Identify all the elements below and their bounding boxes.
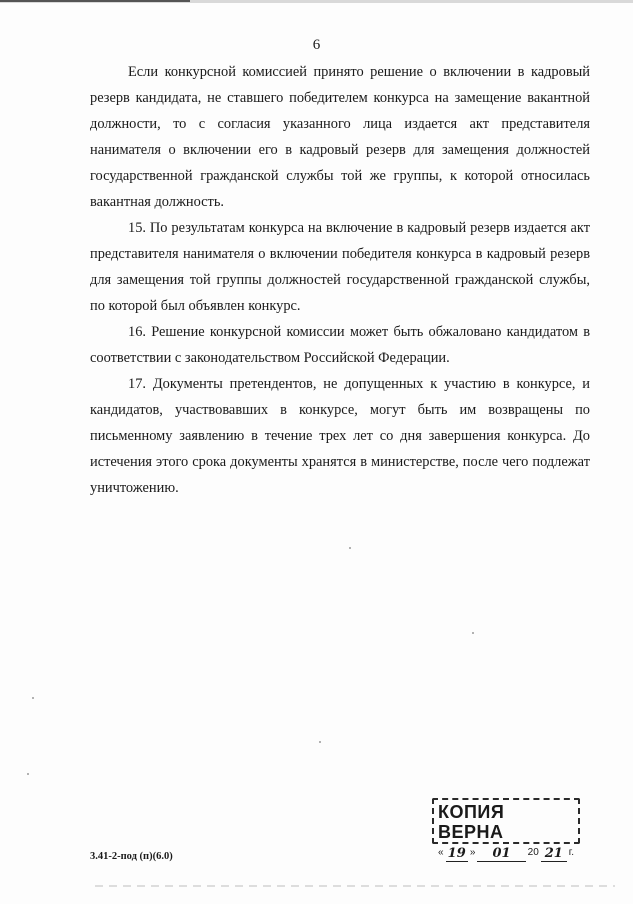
footer-form-code: 3.41-2-под (п)(6.0) (90, 851, 173, 862)
scan-top-edge-dark (0, 0, 190, 2)
page-number: 6 (312, 37, 321, 53)
stamp-year-mark: г. (568, 847, 574, 858)
scan-speck (319, 741, 321, 743)
document-body (90, 59, 590, 501)
stamp-title: КОПИЯ ВЕРНА (438, 802, 505, 842)
scan-speck (472, 632, 474, 634)
scan-speck (27, 773, 29, 775)
paragraph-15: 15. По результатам конкурса на включение в кадровый резерв издается акт представителя нанимателя о включении победителя конкурса в кадровый резерв для замещения той группы должностей государственной гражданской службы, по которой был объявлен конкурс. (90, 220, 590, 314)
stamp-day: 19 (446, 847, 468, 862)
scan-speck (349, 547, 351, 549)
copy-certified-stamp (432, 798, 580, 861)
stamp-date (438, 844, 574, 862)
paragraph-reserve-decision: Если конкурсной комиссией принято решение о включении в кадровый резерв кандидата, не ставшего победителем конкурса на замещение вакантной должности, то с согласия указанного лица издается акт представителя нанимателя о включении его в кадровый резерв для замещения должностей государственной гражданской службы той же группы, к которой относилась вакантная должность. (90, 64, 590, 210)
paragraph-17: 17. Документы претендентов, не допущенных к участию в конкурсе, и кандидатов, участвовавших в конкурсе, могут быть им возвращены по письменному заявлению в течение трех лет со дня завершения конкурса. До истечения этого срока документы хранятся в министерстве, после чего подлежат уничтожению. (90, 376, 590, 496)
stamp-close-quote: » (469, 847, 476, 858)
scan-speck (32, 697, 34, 699)
stamp-open-quote: « (438, 847, 444, 858)
scan-bottom-noise (95, 885, 615, 887)
stamp-month: 01 (477, 847, 525, 862)
stamp-year-prefix: 20 (527, 847, 539, 858)
paragraph-16: 16. Решение конкурсной комиссии может быть обжаловано кандидатом в соответствии с законодательством Российской Федерации. (90, 324, 590, 366)
stamp-year: 21 (541, 847, 567, 862)
